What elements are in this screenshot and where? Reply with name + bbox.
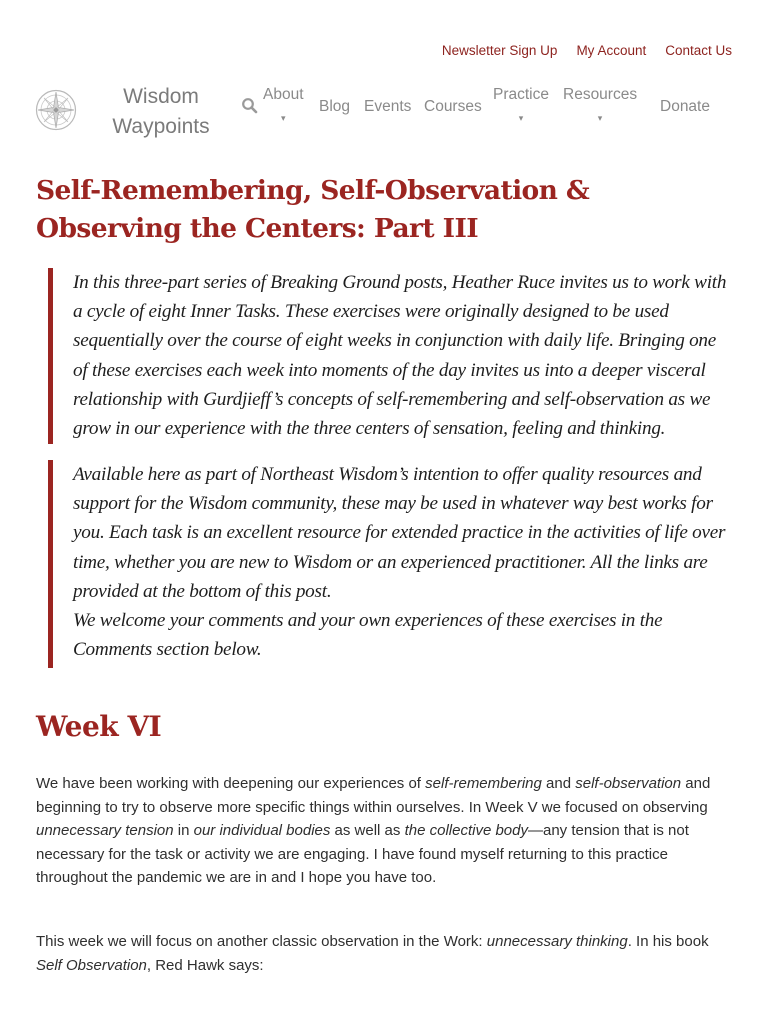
newsletter-signup-link[interactable]: Newsletter Sign Up bbox=[441, 43, 558, 58]
chevron-down-icon: ▾ bbox=[280, 113, 286, 123]
nav-item-events[interactable]: Events bbox=[364, 98, 412, 115]
site-name-line2: Waypoints bbox=[112, 115, 210, 138]
nav-item-about[interactable] bbox=[263, 86, 304, 123]
nav-resources-label: Resources bbox=[563, 86, 638, 103]
site-name[interactable] bbox=[104, 82, 218, 142]
nav-practice-label: Practice bbox=[493, 86, 549, 103]
comments-invite-text: We welcome your comments and your own experiences of these exercises in the Comments section below. bbox=[73, 610, 663, 661]
section-heading: Week VI bbox=[36, 710, 162, 743]
chevron-down-icon: ▾ bbox=[597, 113, 603, 123]
intro-blockquote bbox=[48, 268, 728, 444]
chevron-down-icon: ▾ bbox=[518, 113, 524, 123]
body-paragraph: This week we will focus on another classic observation in the Work: unnecessary thinking. In his book Self Observation, Red Hawk says: bbox=[36, 933, 709, 974]
site-name-line1: Wisdom bbox=[123, 85, 199, 108]
search-icon[interactable] bbox=[241, 97, 258, 114]
nav-about-label: About bbox=[263, 86, 304, 103]
contact-us-link[interactable]: Contact Us bbox=[665, 43, 732, 58]
intro-quote-text: In this three-part series of Breaking Ground posts, Heather Ruce invites us to work with a cycle of eight Inner Tasks. These exercises were originally designed to be used sequentially over the course of eight weeks in conjunction with daily life. Bringing one of these exercises each week into moments of the day invites us into a deeper visceral relationship with Gurdjieff’s concepts of self-remembering and self-observation as we grow in our experience with the three centers of sensation, feeling and thinking. bbox=[73, 272, 727, 440]
site-header bbox=[0, 82, 768, 142]
article-title: Self-Remembering, Self-Observation & Observing the Centers: Part III bbox=[36, 175, 590, 244]
compass-logo-icon[interactable] bbox=[35, 89, 77, 131]
nav-item-blog[interactable]: Blog bbox=[319, 98, 351, 115]
body-paragraph: We have been working with deepening our experiences of self-remembering and self-observation and beginning to try to observe more specific things within ourselves. In Week V we focused on observing unnecessary tension in our individual bodies as well as the collective body—any tension that is not necessary for the task or activity we are engaging. I have found myself returning to this practice throughout the pandemic we are in and I hope you have too. bbox=[36, 775, 711, 886]
nav-item-practice[interactable] bbox=[493, 86, 549, 123]
nav-item-donate[interactable]: Donate bbox=[660, 98, 710, 115]
my-account-link[interactable]: My Account bbox=[576, 43, 647, 58]
nav-item-courses[interactable]: Courses bbox=[424, 98, 482, 115]
nav-item-resources[interactable] bbox=[563, 86, 637, 123]
resources-blockquote bbox=[48, 460, 728, 668]
resources-quote-text: Available here as part of Northeast Wisdom’s intention to offer quality resources and support for the Wisdom community, these may be used in whatever way best works for you. Each task is an excellent resource for extended practice in the activities of life over time, whether you are new to Wisdom or an experienced practitioner. All the links are provided at the bottom of this post. bbox=[73, 464, 726, 602]
top-utility-nav bbox=[442, 43, 732, 58]
